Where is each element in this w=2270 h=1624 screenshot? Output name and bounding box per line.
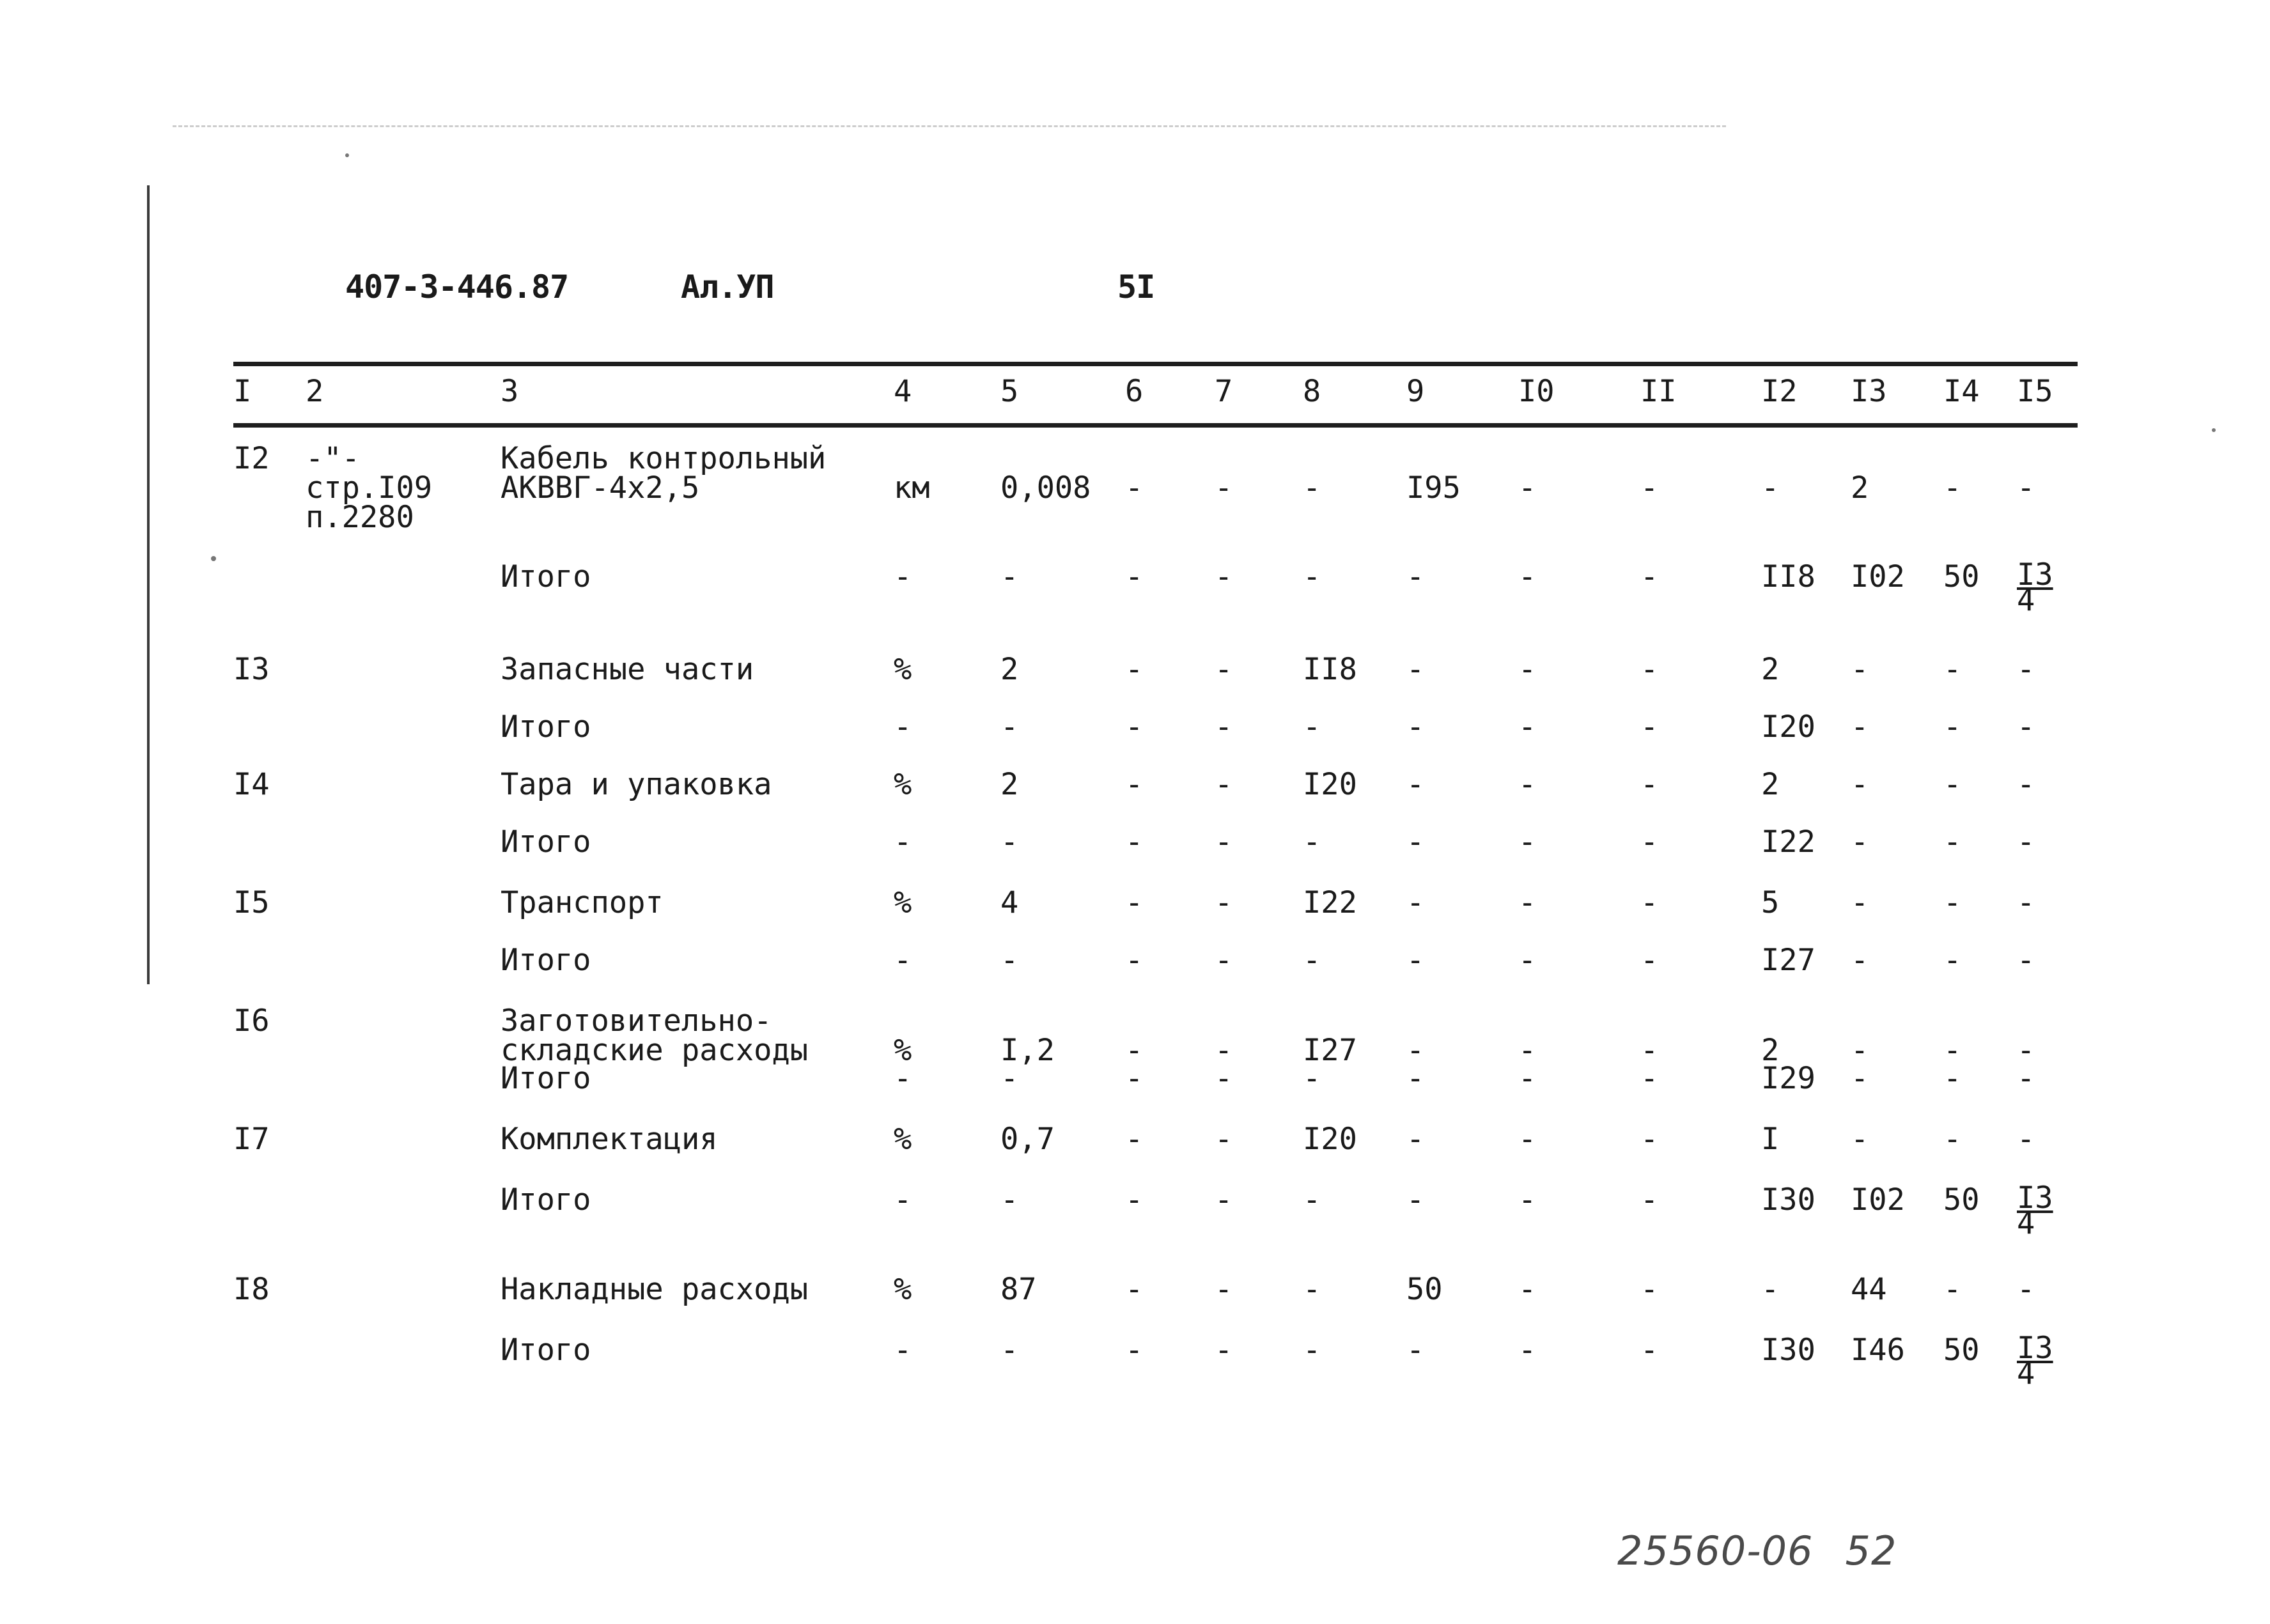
fraction-numerator: I3	[2017, 1331, 2053, 1366]
cell-c7: -	[1215, 1182, 1233, 1218]
cell-c12: I27	[1761, 943, 1815, 978]
table-header-rule	[233, 423, 2078, 428]
cell-c6: -	[1125, 767, 1144, 802]
column-header-14: I4	[1943, 374, 1980, 409]
fraction-denominator: 4	[2017, 583, 2035, 618]
cell-c9: -	[1406, 767, 1425, 802]
cell-c9: -	[1406, 709, 1425, 745]
cell-unit: %	[894, 1033, 912, 1068]
reference-line: п.2280	[306, 500, 414, 535]
row-number: I3	[233, 652, 270, 687]
cell-c13: -	[1851, 1033, 1869, 1068]
column-header-12: I2	[1761, 374, 1798, 409]
item-name: Заготовительно-	[501, 1003, 772, 1039]
cell-c9: -	[1406, 885, 1425, 920]
item-name: Кабель контрольный	[501, 441, 827, 476]
archive-number	[1617, 1527, 1897, 1574]
cell-c12: I30	[1761, 1333, 1815, 1368]
column-header-6: 6	[1125, 374, 1144, 409]
cell-qty: -	[1000, 1182, 1019, 1218]
cell-c14: -	[1943, 1061, 1962, 1096]
cell-c13: -	[1851, 885, 1869, 920]
cell-c15	[2017, 1331, 2053, 1391]
cell-c6: -	[1125, 1333, 1144, 1368]
column-header-9: 9	[1406, 374, 1425, 409]
cell-c12: 5	[1761, 885, 1780, 920]
cell-qty: -	[1000, 824, 1019, 860]
item-name: Транспорт	[501, 885, 664, 920]
cell-c9: -	[1406, 1122, 1425, 1157]
cell-c7: -	[1215, 1061, 1233, 1096]
cell-qty: I,2	[1000, 1033, 1055, 1068]
column-header-3: 3	[501, 374, 519, 409]
cell-c9: 50	[1406, 1272, 1443, 1307]
cell-c10: -	[1518, 767, 1537, 802]
cell-c10: -	[1518, 1272, 1537, 1307]
cell-unit: -	[894, 1061, 912, 1096]
cell-c10: -	[1518, 1033, 1537, 1068]
cell-c10: -	[1518, 652, 1537, 687]
cell-c12: 2	[1761, 652, 1780, 687]
column-header-2: 2	[306, 374, 324, 409]
cell-c14: -	[1943, 824, 1962, 860]
cell-qty: -	[1000, 559, 1019, 594]
cell-c15: -	[2017, 1061, 2035, 1096]
cell-c8: -	[1303, 709, 1321, 745]
cell-c8: -	[1303, 559, 1321, 594]
cell-c10: -	[1518, 709, 1537, 745]
cell-c7: -	[1215, 824, 1233, 860]
cell-c6: -	[1125, 470, 1144, 506]
cell-c10: -	[1518, 824, 1537, 860]
column-header-7: 7	[1215, 374, 1233, 409]
cell-c6: -	[1125, 885, 1144, 920]
cell-c14: -	[1943, 1272, 1962, 1307]
column-header-11: II	[1640, 374, 1677, 409]
cell-qty: -	[1000, 709, 1019, 745]
cell-c9: -	[1406, 824, 1425, 860]
row-number: I2	[233, 441, 270, 476]
cell-c12: I22	[1761, 824, 1815, 860]
cell-c12: I30	[1761, 1182, 1815, 1218]
cell-unit: -	[894, 943, 912, 978]
cell-c7: -	[1215, 1333, 1233, 1368]
column-header-13: I3	[1851, 374, 1887, 409]
cell-c12: I	[1761, 1122, 1780, 1157]
cell-c15: -	[2017, 1122, 2035, 1157]
cell-unit: -	[894, 559, 912, 594]
cell-c9: -	[1406, 1033, 1425, 1068]
cell-c14: 50	[1943, 1182, 1980, 1218]
cell-c6: -	[1125, 1122, 1144, 1157]
item-name: Комплектация	[501, 1122, 718, 1157]
cell-c11: -	[1640, 470, 1659, 506]
cell-unit: %	[894, 885, 912, 920]
cell-c8: I22	[1303, 885, 1357, 920]
column-header-5: 5	[1000, 374, 1019, 409]
cell-qty: -	[1000, 1061, 1019, 1096]
cell-c10: -	[1518, 1333, 1537, 1368]
cell-c11: -	[1640, 943, 1659, 978]
cell-c11: -	[1640, 1122, 1659, 1157]
cell-qty: 4	[1000, 885, 1019, 920]
item-name: Итого	[501, 1182, 591, 1218]
cell-c9: I95	[1406, 470, 1461, 506]
cell-qty: -	[1000, 1333, 1019, 1368]
column-header-8: 8	[1303, 374, 1321, 409]
fraction-denominator: 4	[2017, 1356, 2035, 1391]
cell-unit: км	[894, 470, 930, 506]
cell-c11: -	[1640, 1182, 1659, 1218]
cell-c6: -	[1125, 824, 1144, 860]
cell-c6: -	[1125, 1272, 1144, 1307]
row-number: I4	[233, 767, 270, 802]
cell-c11: -	[1640, 1033, 1659, 1068]
cell-c7: -	[1215, 709, 1233, 745]
cell-c15: -	[2017, 943, 2035, 978]
table-top-rule	[233, 362, 2078, 366]
cell-c8: II8	[1303, 652, 1357, 687]
cell-c15: -	[2017, 767, 2035, 802]
cell-c13: -	[1851, 652, 1869, 687]
cell-c15: -	[2017, 885, 2035, 920]
cell-c13: -	[1851, 943, 1869, 978]
cell-qty: -	[1000, 943, 1019, 978]
column-header-4: 4	[894, 374, 912, 409]
item-name: АКВВГ-4х2,5	[501, 470, 700, 506]
row-number: I7	[233, 1122, 270, 1157]
cell-c7: -	[1215, 943, 1233, 978]
column-header-15: I5	[2017, 374, 2053, 409]
cell-c6: -	[1125, 1182, 1144, 1218]
cell-c14: -	[1943, 943, 1962, 978]
cell-c8: -	[1303, 943, 1321, 978]
cell-c9: -	[1406, 1333, 1425, 1368]
cell-c11: -	[1640, 1333, 1659, 1368]
item-name: складские расходы	[501, 1033, 809, 1068]
row-number: I8	[233, 1272, 270, 1307]
cell-c6: -	[1125, 1033, 1144, 1068]
cell-c13: I46	[1851, 1333, 1905, 1368]
cell-c12: 2	[1761, 1033, 1780, 1068]
item-name: Итого	[501, 709, 591, 745]
cell-unit: -	[894, 1333, 912, 1368]
cell-c14: -	[1943, 652, 1962, 687]
cell-c7: -	[1215, 559, 1233, 594]
cell-c10: -	[1518, 885, 1537, 920]
column-header-1: I	[233, 374, 252, 409]
scan-artifact-line	[173, 125, 1726, 127]
cell-c6: -	[1125, 1061, 1144, 1096]
cell-c14: -	[1943, 709, 1962, 745]
cell-c11: -	[1640, 885, 1659, 920]
cell-c7: -	[1215, 470, 1233, 506]
scan-speck	[2212, 428, 2216, 432]
cell-unit: %	[894, 767, 912, 802]
row-number: I5	[233, 885, 270, 920]
cell-unit: %	[894, 1272, 912, 1307]
item-name: Накладные расходы	[501, 1272, 809, 1307]
cell-c11: -	[1640, 1061, 1659, 1096]
column-header-10: I0	[1518, 374, 1555, 409]
cell-c12: I29	[1761, 1061, 1815, 1096]
cell-c13: -	[1851, 824, 1869, 860]
cell-c9: -	[1406, 652, 1425, 687]
cell-unit: -	[894, 824, 912, 860]
item-name: Тара и упаковка	[501, 767, 772, 802]
fraction-numerator: I3	[2017, 557, 2053, 592]
fraction-denominator: 4	[2017, 1206, 2035, 1241]
item-name: Итого	[501, 824, 591, 860]
cell-unit: -	[894, 709, 912, 745]
cell-c15: -	[2017, 470, 2035, 506]
page-number: 5I	[1117, 268, 1155, 305]
reference-line: -"-	[306, 441, 360, 476]
document-number: 407-3-446.87	[345, 268, 569, 305]
cell-c9: -	[1406, 1061, 1425, 1096]
cell-c10: -	[1518, 559, 1537, 594]
cell-c13: I02	[1851, 559, 1905, 594]
cell-c14: 50	[1943, 559, 1980, 594]
cell-c10: -	[1518, 1061, 1537, 1096]
cell-c13: -	[1851, 709, 1869, 745]
cell-qty: 2	[1000, 767, 1019, 802]
cell-unit: %	[894, 652, 912, 687]
cell-c15	[2017, 557, 2053, 618]
cell-qty: 0,7	[1000, 1122, 1055, 1157]
cell-c11: -	[1640, 1272, 1659, 1307]
cell-c14: -	[1943, 470, 1962, 506]
item-name: Итого	[501, 1061, 591, 1096]
cell-c7: -	[1215, 1033, 1233, 1068]
archive-code: 25560-06	[1617, 1527, 1814, 1574]
scan-speck	[211, 556, 216, 561]
cell-c8: -	[1303, 1333, 1321, 1368]
cell-c11: -	[1640, 824, 1659, 860]
cell-unit: %	[894, 1122, 912, 1157]
sheet-label: Ал.УП	[681, 268, 774, 305]
cell-c10: -	[1518, 1182, 1537, 1218]
cell-qty: 87	[1000, 1272, 1037, 1307]
cell-c8: -	[1303, 824, 1321, 860]
cell-c13: -	[1851, 1122, 1869, 1157]
cell-c7: -	[1215, 1122, 1233, 1157]
cell-c13: I02	[1851, 1182, 1905, 1218]
item-name: Итого	[501, 1333, 591, 1368]
row-number: I6	[233, 1003, 270, 1039]
cell-c8: I20	[1303, 1122, 1357, 1157]
scan-speck	[345, 153, 349, 157]
cell-c13: -	[1851, 1061, 1869, 1096]
item-name: Итого	[501, 559, 591, 594]
cell-c8: I20	[1303, 767, 1357, 802]
reference-line: стр.I09	[306, 470, 433, 506]
cell-c14: 50	[1943, 1333, 1980, 1368]
cell-c9: -	[1406, 559, 1425, 594]
cell-c7: -	[1215, 652, 1233, 687]
cell-c8: -	[1303, 1182, 1321, 1218]
cell-c7: -	[1215, 885, 1233, 920]
cell-c7: -	[1215, 767, 1233, 802]
cell-c12: -	[1761, 1272, 1780, 1307]
cell-unit: -	[894, 1182, 912, 1218]
cell-c9: -	[1406, 943, 1425, 978]
cell-c11: -	[1640, 559, 1659, 594]
cell-c7: -	[1215, 1272, 1233, 1307]
cell-c6: -	[1125, 709, 1144, 745]
cell-c11: -	[1640, 709, 1659, 745]
cell-c8: -	[1303, 1061, 1321, 1096]
left-margin-rule	[147, 185, 150, 984]
cell-c12: I20	[1761, 709, 1815, 745]
cell-c6: -	[1125, 652, 1144, 687]
cell-c12: 2	[1761, 767, 1780, 802]
cell-c12: II8	[1761, 559, 1815, 594]
cell-c8: -	[1303, 1272, 1321, 1307]
cell-c6: -	[1125, 559, 1144, 594]
cell-c14: -	[1943, 885, 1962, 920]
cell-c13: -	[1851, 767, 1869, 802]
item-name: Запасные части	[501, 652, 754, 687]
cell-c6: -	[1125, 943, 1144, 978]
cell-c10: -	[1518, 1122, 1537, 1157]
cell-c8: I27	[1303, 1033, 1357, 1068]
cell-c14: -	[1943, 1122, 1962, 1157]
cell-c12: -	[1761, 470, 1780, 506]
cell-c14: -	[1943, 1033, 1962, 1068]
cell-c15: -	[2017, 1033, 2035, 1068]
cell-c15: -	[2017, 824, 2035, 860]
archive-page: 52	[1845, 1527, 1897, 1574]
cell-qty: 0,008	[1000, 470, 1091, 506]
cell-c15: -	[2017, 652, 2035, 687]
cell-c10: -	[1518, 470, 1537, 506]
cell-c15	[2017, 1180, 2053, 1241]
cell-c14: -	[1943, 767, 1962, 802]
fraction-numerator: I3	[2017, 1180, 2053, 1216]
cell-qty: 2	[1000, 652, 1019, 687]
cell-c13: 2	[1851, 470, 1869, 506]
cell-c8: -	[1303, 470, 1321, 506]
cell-c9: -	[1406, 1182, 1425, 1218]
cell-c15: -	[2017, 709, 2035, 745]
item-name: Итого	[501, 943, 591, 978]
cell-c13: 44	[1851, 1272, 1887, 1307]
cell-c10: -	[1518, 943, 1537, 978]
cell-c11: -	[1640, 652, 1659, 687]
cell-c15: -	[2017, 1272, 2035, 1307]
cell-c11: -	[1640, 767, 1659, 802]
